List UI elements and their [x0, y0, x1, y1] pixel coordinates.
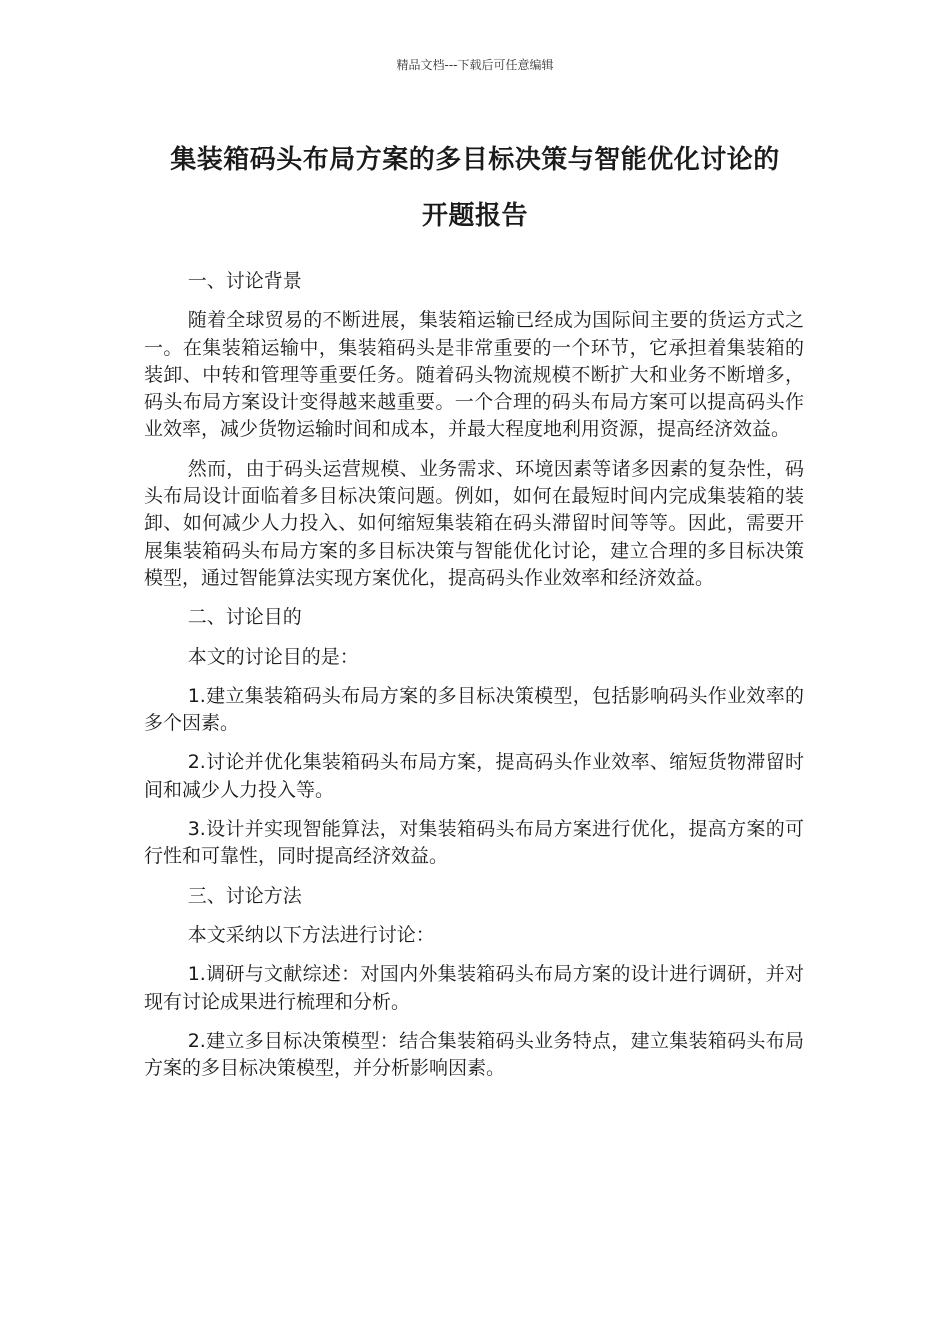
paragraph: 本文采纳以下方法进行讨论： [187, 923, 435, 946]
paragraph: 然而，由于码头运营规模、业务需求、环境因素等诸多因素的复杂性，码头布局设计面临着多目标决策问题。例如，如何在最短时间内完成集装箱的装卸、如何减少人力投入、如何缩短集装箱在码头滞留时间等等。因此，需要开展集装箱码头布局方案的多目标决策与智能优化讨论，建立合理的多目标决策模型，通过智能算法实现方案优化，提高码头作业效率和经济效益。 [144, 457, 804, 589]
document-title [140, 132, 810, 244]
list-item: 2.讨论并优化集装箱码头布局方案，提高码头作业效率、缩短货物滞留时间和减少人力投入等。 [144, 751, 804, 801]
list-item: 1.建立集装箱码头布局方案的多目标决策模型，包括影响码头作业效率的多个因素。 [144, 684, 804, 735]
list-item: 3.设计并实现智能算法，对集装箱码头布局方案进行优化，提高方案的可行性和可靠性，同时提高经济效益。 [144, 818, 804, 868]
section-heading: 二、讨论目的 [187, 606, 302, 629]
section-heading: 一、讨论背景 [187, 270, 302, 292]
paragraph: 本文的讨论目的是： [187, 645, 359, 668]
document-title-line-1: 集装箱码头布局方案的多目标决策与智能优化讨论的 [170, 145, 780, 175]
document-body [144, 268, 804, 1094]
header-note: 精品文档---下载后可任意编辑 [396, 58, 554, 72]
section-heading: 三、讨论方法 [187, 884, 302, 907]
paragraph: 随着全球贸易的不断进展，集装箱运输已经成为国际间主要的货运方式之一。在集装箱运输中，集装箱码头是非常重要的一个环节，它承担着集装箱的装卸、中转和管理等重要任务。随着码头物流规模不断扩大和业务不断增多，码头布局方案设计变得越来越重要。一个合理的码头布局方案可以提高码头作业效率，减少货物运输时间和成本，并最大程度地利用资源，提高经济效益。 [144, 309, 804, 441]
list-item: 1.调研与文献综述：对国内外集装箱码头布局方案的设计进行调研，并对现有讨论成果进行梳理和分析。 [144, 963, 804, 1013]
document-title-line-2: 开题报告 [421, 201, 528, 231]
list-item: 2.建立多目标决策模型：结合集装箱码头业务特点，建立集装箱码头布局方案的多目标决策模型，并分析影响因素。 [144, 1029, 804, 1080]
